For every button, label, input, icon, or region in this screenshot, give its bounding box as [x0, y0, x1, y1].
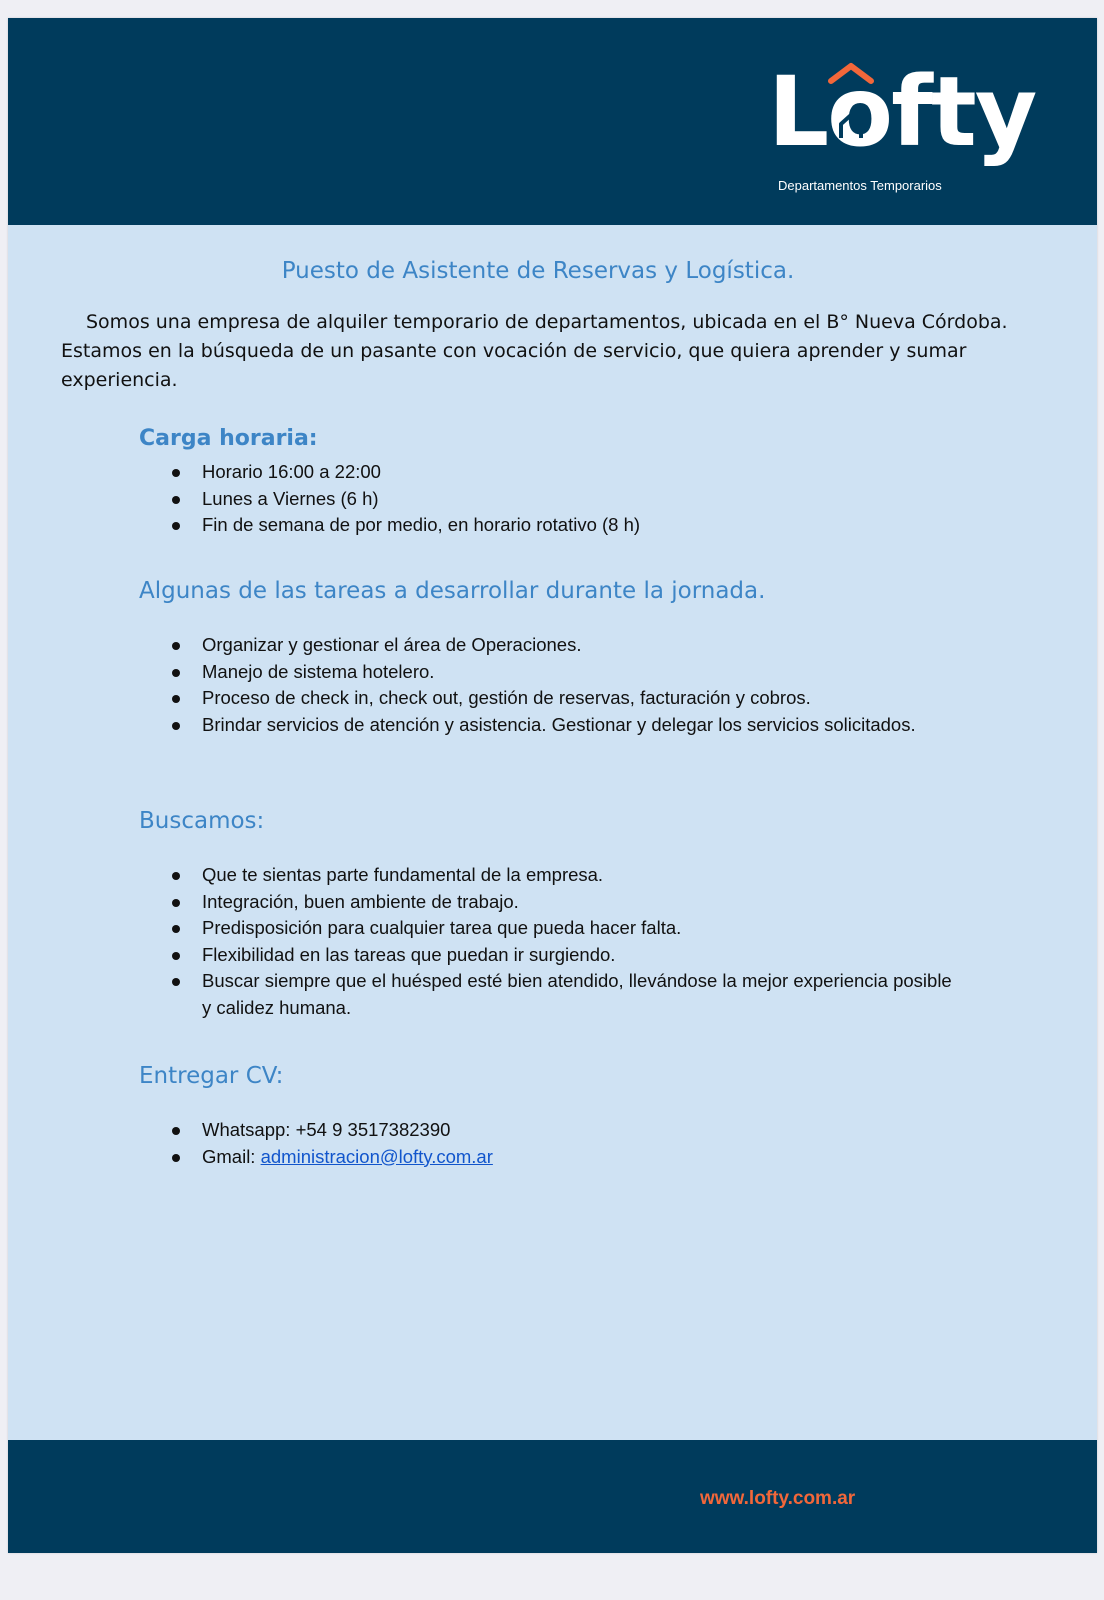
- cv-contact-list: [139, 1117, 959, 1170]
- list-item: Buscar siempre que el huésped esté bien atendido, llevándose la mejor experiencia posible y calidez humana.: [139, 968, 959, 1021]
- list-item: Horario 16:00 a 22:00: [139, 459, 959, 486]
- gmail-label: Gmail:: [202, 1145, 261, 1167]
- bullet-icon: [172, 722, 180, 730]
- header-banner: [8, 18, 1097, 225]
- list-item: Flexibilidad en las tareas que puedan ir surgiendo.: [139, 942, 959, 969]
- bullet-icon: [172, 695, 180, 703]
- lofty-logo: [768, 56, 1036, 202]
- list-item: Manejo de sistema hotelero.: [139, 659, 959, 686]
- bullet-icon: [172, 469, 180, 477]
- bullet-icon: [172, 669, 180, 677]
- bullet-icon: [172, 1127, 180, 1135]
- logo-wordmark: Lofty: [768, 56, 1036, 168]
- list-item: Brindar servicios de atención y asistencia. Gestionar y delegar los servicios solicitados.: [139, 712, 959, 739]
- bullet-icon: [172, 978, 180, 986]
- website-link[interactable]: www.lofty.com.ar: [700, 1488, 856, 1509]
- bullet-icon: [172, 642, 180, 650]
- list-item: Fin de semana de por medio, en horario rotativo (8 h): [139, 512, 959, 539]
- bullet-icon: [172, 925, 180, 933]
- list-item: Proceso de check in, check out, gestión de reservas, facturación y cobros.: [139, 685, 959, 712]
- bullet-icon: [172, 952, 180, 960]
- list-item: [139, 1117, 959, 1144]
- seeking-heading: Buscamos:: [139, 808, 265, 834]
- flyer-page: [8, 18, 1097, 1553]
- schedule-list: [139, 459, 959, 539]
- cv-heading: Entregar CV:: [139, 1063, 284, 1089]
- logo-subtitle: Departamentos Temporarios: [778, 178, 942, 193]
- list-item: Predisposición para cualquier tarea que pueda hacer falta.: [139, 915, 959, 942]
- whatsapp-contact: Whatsapp: +54 9 3517382390: [202, 1119, 451, 1140]
- house-icon: [838, 112, 864, 140]
- email-link[interactable]: administracion@lofty.com.ar: [260, 1145, 493, 1167]
- tasks-list: [139, 632, 959, 738]
- bullet-icon: [172, 496, 180, 504]
- list-item: Lunes a Viernes (6 h): [139, 486, 959, 513]
- list-item: Que te sientas parte fundamental de la empresa.: [139, 862, 959, 889]
- schedule-heading: Carga horaria:: [139, 426, 318, 451]
- list-item: Integración, buen ambiente de trabajo.: [139, 889, 959, 916]
- bullet-icon: [172, 899, 180, 907]
- job-title: Puesto de Asistente de Reservas y Logística.: [281, 258, 795, 284]
- roof-icon: [828, 62, 874, 84]
- bullet-icon: [172, 872, 180, 880]
- bullet-icon: [172, 522, 180, 530]
- bullet-icon: [172, 1154, 180, 1162]
- list-item: Organizar y gestionar el área de Operaciones.: [139, 632, 959, 659]
- tasks-heading: Algunas de las tareas a desarrollar durante la jornada.: [139, 578, 766, 604]
- seeking-list: [139, 862, 959, 1021]
- footer-banner: [8, 1440, 1097, 1553]
- list-item: [139, 1144, 959, 1171]
- intro-paragraph: Somos una empresa de alquiler temporario de departamentos, ubicada en el B° Nueva Córdoba. Estamos en la búsqueda de un pasante con vocación de servicio, que quiera aprender y sumar experiencia.: [61, 311, 1008, 391]
